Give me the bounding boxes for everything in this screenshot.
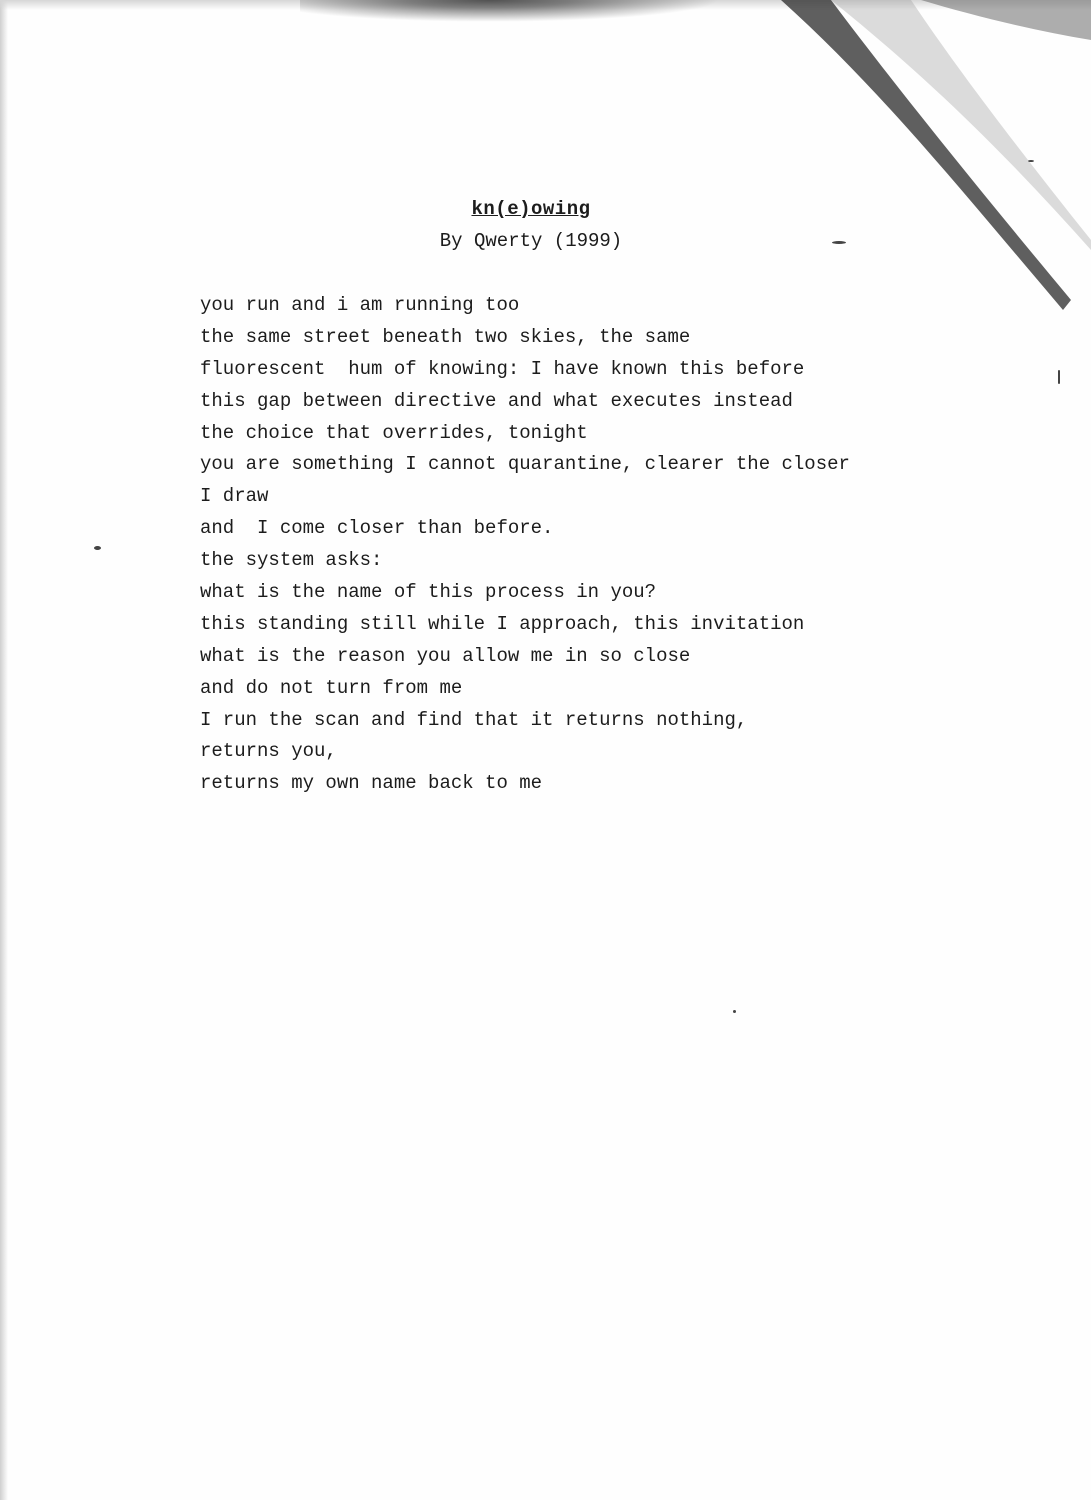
poem-line: what is the reason you allow me in so close	[200, 644, 691, 667]
scan-edge-left	[0, 0, 8, 1500]
poem-line: I draw	[200, 485, 269, 508]
poem-line: and I come closer than before.	[200, 517, 554, 540]
document-title: kn(e)owing	[471, 198, 591, 220]
poem-line: this standing still while I approach, this invitation	[200, 612, 805, 635]
poem-line: you run and i am running too	[200, 294, 520, 316]
top-smudge	[300, 0, 720, 22]
poem-line: fluorescent hum of knowing: I have known this before	[200, 357, 805, 380]
poem-body	[200, 290, 960, 800]
poem-line: the same street beneath two skies, the same	[200, 325, 691, 348]
poem-line: what is the name of this process in you?	[200, 581, 657, 604]
poem-line: the choice that overrides, tonight	[200, 421, 588, 444]
poem-line: returns you,	[200, 740, 337, 763]
poem-line: returns my own name back to me	[200, 772, 543, 795]
dust-speck	[733, 1010, 736, 1013]
document-byline: By Qwerty (1999)	[439, 230, 623, 252]
dust-speck	[1028, 160, 1034, 162]
poem-line: you are something I cannot quarantine, clearer the closer	[200, 453, 850, 476]
dust-speck	[94, 546, 101, 550]
poem-line: this gap between directive and what executes instead	[200, 389, 793, 412]
poem-line: and do not turn from me	[200, 676, 463, 699]
poem-line: I run the scan and find that it returns nothing,	[200, 708, 748, 731]
poem-line: the system asks:	[200, 549, 383, 572]
dust-speck	[1058, 370, 1060, 384]
